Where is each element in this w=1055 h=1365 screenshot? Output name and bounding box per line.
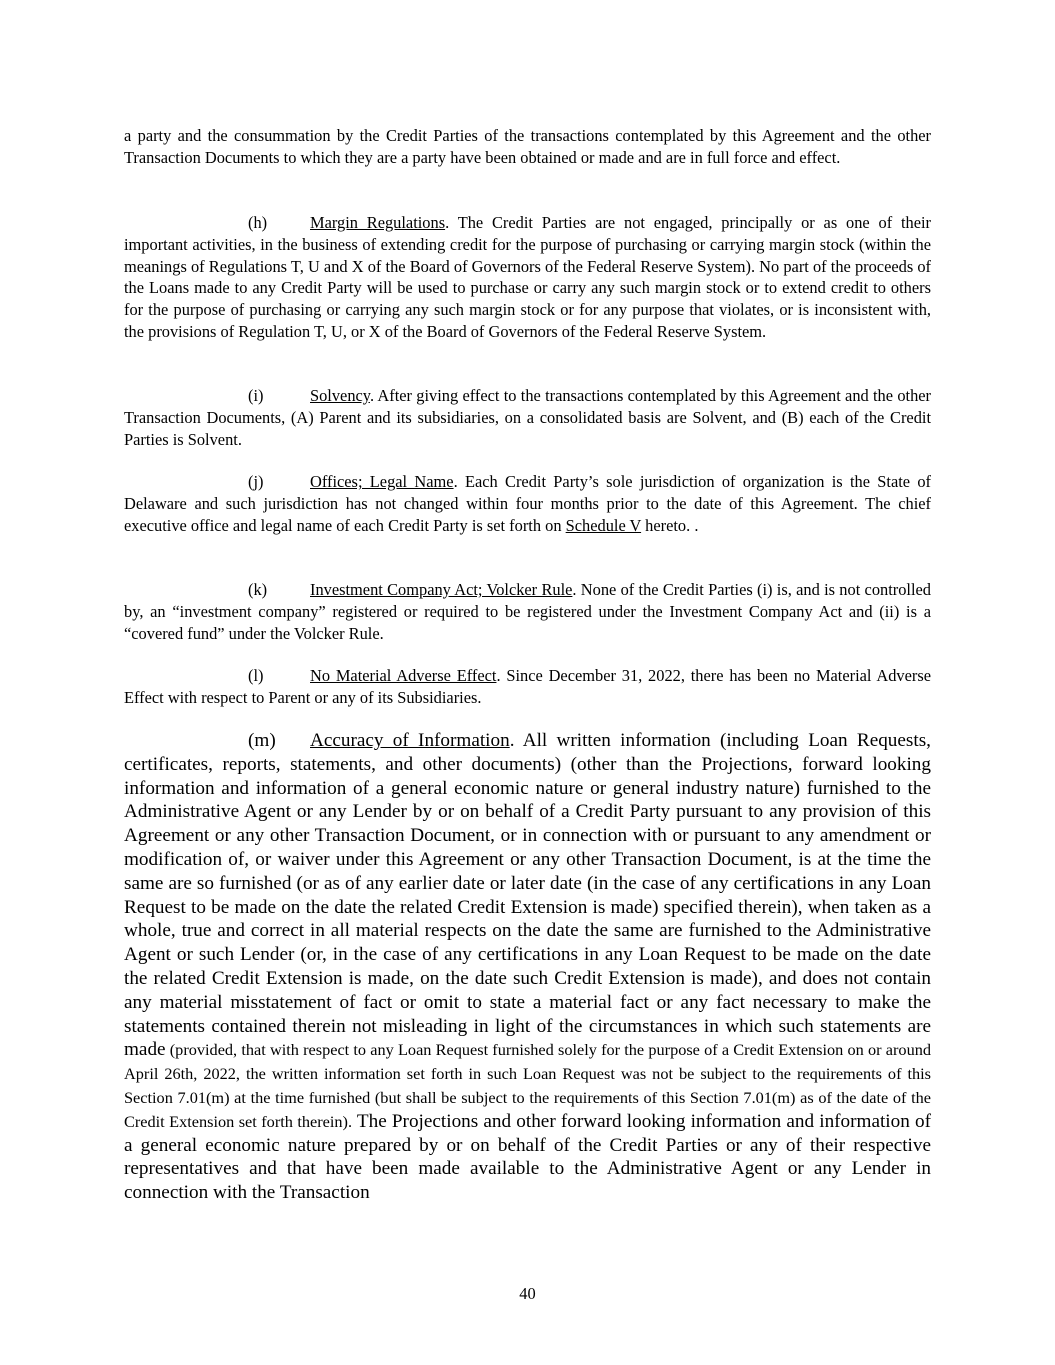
page-number: 40 xyxy=(519,1284,536,1303)
section-i-letter: (i) xyxy=(248,386,264,405)
section-j-heading: Offices; Legal Name xyxy=(310,472,454,491)
section-m-paragraph xyxy=(124,729,931,1205)
section-j-text: . Each Credit Party’s sole jurisdiction of organization is the State of Delaware and such jurisdiction has not changed within four months prior to the date of this Agreement. The chief executive office and legal name of each Credit Party is set forth on xyxy=(124,472,932,535)
section-k-heading: Investment Company Act; Volcker Rule xyxy=(310,580,573,599)
section-h-heading: Margin Regulations xyxy=(310,213,446,232)
section-m-text-a: . All written information (including Loan Requests, certificates, reports, statements, and other documents) (other than the Projections, forward looking information and information of a general economic nature or general industry nature) furnished to the Administrative Agent or any Lender by or on behalf of a Credit Party pursuant to any provision of this Agreement or any other Transaction Document, or in connection with or pursuant to any amendment or modification of, or waiver under this Agreement or any other Transaction Document, is at the time the same are so furnished (or as of any earlier date or later date (in the case of any certifications in any Loan Request to be made on the date the related Credit Extension is made) specified therein), when taken as a whole, true and correct in all material respects on the date the same are furnished to the Administrative Agent or such Lender (or, in the case of any certifications in any Loan Request to be made on the date the related Credit Extension is made, on the date such Credit Extension is made), and does not contain any material misstatement of fact or omit to state a material fact or any fact necessary to make the statements contained therein not misleading in light of the circumstances in which such statements are made xyxy=(124,730,931,1061)
section-k-paragraph xyxy=(124,579,931,644)
section-m-text-c: The Projections and other forward looking information and information of a general economic nature prepared by or on behalf of the Credit Parties or any of their respective representatives and that have been made available to the Administrative Agent or any Lender in connection with the Transaction xyxy=(124,1110,931,1204)
section-h-text: . The Credit Parties are not engaged, principally or as one of their important activities, in the business of extending credit for the purpose of purchasing or carrying margin stock (within the meanings of Regulations T, U and X of the Board of Governors of the Federal Reserve System). No part of the proceeds of the Loans made to any Credit Party will be used to purchase or carry any such margin stock or to extend credit to others for the purpose of purchasing or carrying any such margin stock or for any purpose that violates, or is inconsistent with, the provisions of Regulation T, U, or X of the Board of Governors of the Federal Reserve System. xyxy=(124,213,932,341)
section-l-text: . Since December 31, 2022, there has been no Material Adverse Effect with respect to Parent or any of its Subsidiaries. xyxy=(124,666,931,707)
section-j-paragraph xyxy=(124,471,931,536)
section-l-heading: No Material Adverse Effect xyxy=(310,666,497,685)
section-h-letter: (h) xyxy=(248,213,268,232)
intro-text: a party and the consummation by the Credit Parties of the transactions contemplated by this Agreement and the other Transaction Documents to which they are a party have been obtained or made and are in full force and effect. xyxy=(124,126,931,167)
section-j-letter: (j) xyxy=(248,472,264,491)
section-h-paragraph xyxy=(124,212,931,343)
section-m-heading: Accuracy of Information xyxy=(310,730,510,751)
intro-paragraph xyxy=(124,125,931,169)
section-i-heading: Solvency xyxy=(310,386,370,405)
section-k-text: . None of the Credit Parties (i) is, and is not controlled by, an “investment company” registered or required to be registered under the Investment Company Act and (ii) is a “covered fund” under the Volcker Rule. xyxy=(124,580,931,643)
section-l-letter: (l) xyxy=(248,666,264,685)
section-m-text-b: (provided, that with respect to any Loan Request furnished solely for the purpose of a Credit Extension on or around April 26th, 2022, the written information set forth in such Loan Request was not be subject to the requirements of this Section 7.01(m) at the time furnished (but shall be subject to the requirements of this Section 7.01(m) as of the date of the Credit Extension set forth therein). xyxy=(124,1040,931,1131)
section-k-letter: (k) xyxy=(248,580,268,599)
section-l-paragraph xyxy=(124,665,931,709)
section-j-tail: hereto. . xyxy=(641,515,699,535)
schedule-v-reference: Schedule V xyxy=(565,515,642,535)
section-i-text: . After giving effect to the transactions contemplated by this Agreement and the other Transaction Documents, (A) Parent and its subsidiaries, on a consolidated basis are Solvent, and (B) each of the Credit Parties is Solvent. xyxy=(124,386,931,449)
section-i-paragraph xyxy=(124,385,931,450)
section-m-letter: (m) xyxy=(248,730,276,751)
